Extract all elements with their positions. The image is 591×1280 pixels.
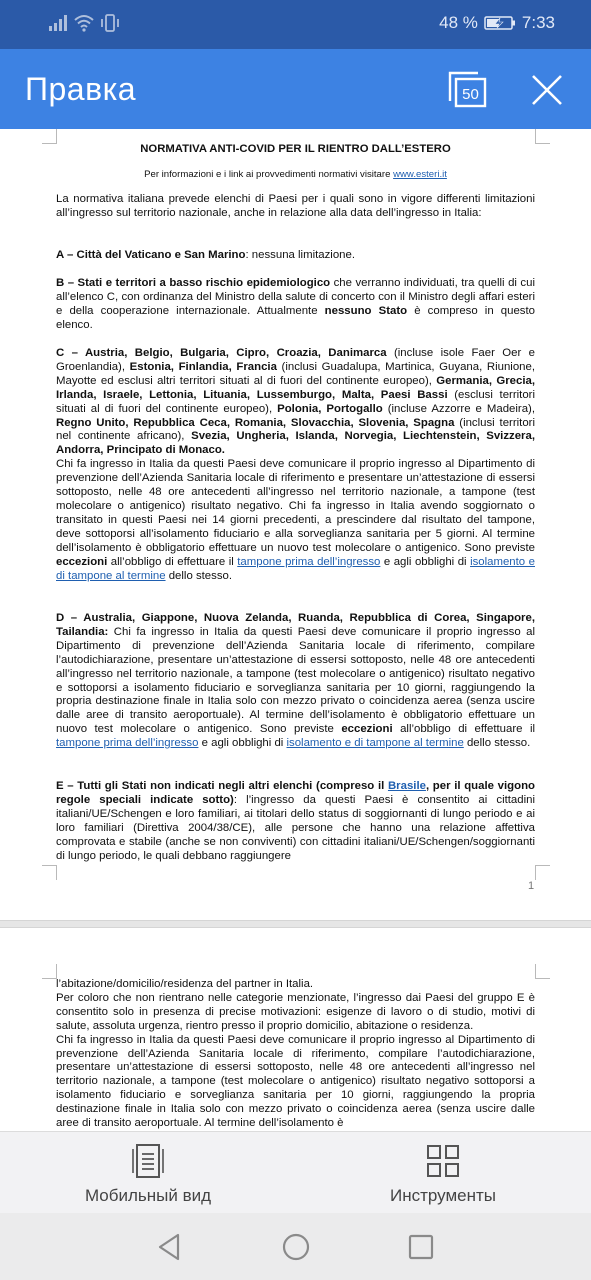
page2-paragraph: Per coloro che non rientrano nelle categorie menzionate, l’ingresso dai Paesi del gruppo E è consentito solo in presenza di precise motivazioni: esigenze di lavoro o di studio, motivi di salute, assoluta urgenza, rientro presso il proprio domicilio, abitazione o residenza. [56,991,535,1032]
section-c-text: (esclusi territori situati al di fuori del continente europeo), [56,388,535,415]
page2-paragraph: Chi fa ingresso in Italia da questi Paesi deve comunicare il proprio ingresso al Dipartimento di prevenzione dell’Azienda Sanitaria locale di riferimento, compilare l’autodichiarazione, presentare un’attestazione di essersi sottoposto, nelle 48 ore antecedenti all’ingresso nel territorio nazionale, a tampone (test molecolare o antigenico) risultato negativo sottoporsi a isolamento fiduciario e sorveglianza sanitaria per 10 giorni, raggiungendo la propria destinazione finale in Italia solo con mezzo privato o coincidenza aerea (senza uscire dalle aree di transito aeroportuale. Al termine dell’isolamento è [56,1033,535,1130]
section-c-countries: Germania, Grecia, Irlanda, Israele, Lettonia, Lituania, Lussemburgo, Malta, Paesi Bassi [56,374,535,401]
brasile-link[interactable]: Brasile [387,780,426,792]
section-d-body: e agli obblighi di [198,737,287,750]
section-d-body: Chi fa ingresso in Italia da questi Paesi deve comunicare il proprio ingresso al Dipartimento di prevenzione dell’Azienda Sanitaria locale di riferimento, compilare l’autodichiarazione, presentare un’attestazione di essersi sottoposto, nelle 48 ore antecedenti all’ingresso nel territorio nazionale, a tampone (test molecolare o antigenico) risultato negativo e sottoporsi a isolamento fiduciario e sorveglianza sanitaria per 10 giorni, raggiungendo la propria destinazione finale in Italia solo con mezzo privato o coincidenza aerea (senza uscire dalle aree di transito aeroportuale). Al termine dell’isolamento è obbligatorio effettuare un nuovo test molecolare o antigenico. Sono previste [56,625,535,736]
tools-label: Инструменты [389,1186,496,1205]
section-c-text: all’obbligo di effettuare il [107,555,238,568]
section-e-head: , per il quale vigono regole speciali indicate sotto) [56,780,535,806]
section-c-text: e agli obblighi di [380,555,471,568]
battery-percent: 48 % [439,13,478,32]
page2-line: l’abitazione/domicilio/residenza del partner in Italia. [56,978,314,990]
back-icon [152,1230,186,1264]
section-e-body: : l’ingresso da questi Paesi è consentito ai cittadini italiani/UE/Schengen e loro familiari, ai titolari dello status di soggiornanti di lungo periodo e ai loro familiari (Direttiva 2004/38/CE), alle persone che hanno una relazione affettiva comprovata e stabile (anche se non conviventi) con cittadini italiani/UE/Schengen/soggiornanti di lungo periodo, le quali debbano raggiungere [56,793,535,862]
crop-mark [42,865,57,880]
close-button[interactable] [529,72,565,108]
section-d-head: D – Australia, Giappone, Nuova Zelanda, Ruanda, Repubblica di Corea, Singapore, Tailandia: [56,612,535,638]
document-icon [132,1144,164,1178]
section-e-head: E – Tutti gli Stati non indicati negli altri elenchi (compreso il [56,780,388,792]
pages-button[interactable] [448,71,488,109]
tampone-link[interactable]: tampone prima dell’ingresso [237,555,381,568]
section-c-countries: Polonia, Portogallo [277,402,383,415]
section-c-countries: C – Austria, Belgio, Bulgaria, Cipro, Croazia, Danimarca [56,347,387,359]
section-a-head: A – Città del Vaticano e San Marino [56,249,246,261]
app-bar [0,49,591,129]
vibrate-icon [100,14,120,32]
crop-mark [535,129,550,144]
section-c-text: (incluse Azzorre e Madeira), [382,402,535,415]
isolamento-link[interactable]: isolamento e di tampone al termine [56,555,535,582]
section-c-countries: Estonia, Finlandia, Francia [129,360,277,373]
document-subtitle [0,169,591,180]
section-c-exceptions: eccezioni [56,555,108,568]
section-c-text: (inclusi Guadalupa, Martinica, Guyana, Riunione, Mayotte ed esclusi altri territori situati al di fuori del continente europeo), [56,360,535,387]
intro-paragraph: La normativa italiana prevede elenchi di Paesi per i quali sono in vigore differenti limitazioni all’ingresso sul territorio nazionale, anche in relazione alla data dell’ingresso in Italia: [56,193,535,219]
section-b-body: che verranno individuati, tra quelli di cui all’elenco C, con ordinanza del Ministro della salute di concerto con il Ministro degli affari esteri e della cooperazione internazionale. Attualmente [56,277,535,317]
section-b-bold: nessuno Stato [324,304,408,317]
grid-icon [427,1145,459,1177]
clock: 7:33 [521,13,555,32]
page-number: 1 [528,880,535,892]
crop-mark [535,865,550,880]
subtitle-text: Per informazioni e i link ai provvedimenti normativi visitare [144,169,394,180]
section-a-body: : nessuna limitazione. [245,249,356,261]
mobile-view-label: Мобильный вид [84,1186,212,1205]
status-right [439,13,555,33]
status-bar [0,0,591,49]
section-c [56,347,535,583]
signal-icon [48,14,68,32]
section-e [56,780,535,863]
section-c-text: Chi fa ingresso in Italia da questi Paesi deve comunicare il proprio ingresso al Dipartimento di prevenzione dell’Azienda Sanitaria locale di riferimento e presentare un’attestazione di essersi sottoposto, nelle 48 ore antecedenti all’ingresso nel territorio nazionale, a tampone (test molecolare o antigenico) risultato negativo. Chi fa ingresso in Italia avendo soggiornato o transitato in questi Paesi nei 14 giorni precedenti, a prescindere dal risultato del tampone, deve sottoporsi all’isolamento fiduciario e alla sorveglianza sanitaria per 5 giorni. Al termine dell’isolamento è obbligatorio effettuare un nuovo test molecolare o antigenico. Sono previste [56,458,535,554]
document-viewer[interactable] [0,129,591,1131]
section-d [56,612,535,751]
section-a [56,249,535,263]
crop-mark [42,964,57,979]
section-d-body: dello stesso. [463,737,531,750]
page-title: Правка [25,71,137,107]
tampone-link[interactable]: tampone prima dell’ingresso [56,737,199,750]
document-title: NORMATIVA ANTI-COVID PER IL RIENTRO DALL’ESTERO [140,143,451,155]
back-button[interactable] [152,1230,186,1264]
pages-icon [448,71,488,109]
section-c-countries: Svezia, Ungheria, Islanda, Norvegia, Liechtenstein, Svizzera, Andorra, Principato di Monaco. [56,430,535,457]
recents-icon [404,1230,438,1264]
section-d-exceptions: eccezioni [341,723,393,736]
section-c-text: (incluse isole Faer Oer e Groenlandia), [56,347,536,373]
crop-mark [42,129,57,144]
section-b [56,277,535,333]
page2-text [56,978,535,1131]
wifi-icon [74,14,94,32]
crop-mark [535,964,550,979]
close-icon [529,72,565,108]
home-icon [279,1230,313,1264]
section-b-body-end: è compreso in questo elenco. [56,304,535,331]
section-d-body: all’obbligo di effettuare il [392,723,536,736]
system-nav-bar [0,1213,591,1280]
tools-button[interactable] [370,1132,516,1214]
esteri-link[interactable]: www.esteri.it [393,169,447,180]
section-c-countries: Regno Unito, Repubblica Ceca, Romania, Slovacchia, Slovenia, Spagna [56,416,455,429]
section-c-text: (inclusi territori nel continente africano), [56,416,535,443]
home-button[interactable] [279,1230,313,1264]
battery-charging-icon [484,15,516,31]
pages-count: 50 [462,86,479,103]
status-icons-left [48,14,120,32]
isolamento-link[interactable]: isolamento e di tampone al termine [286,737,464,750]
section-b-head: B – Stati e territori a basso rischio epidemiologico [56,277,331,289]
section-c-text: dello stesso. [165,569,233,582]
bottom-toolbar [0,1131,591,1214]
mobile-view-button[interactable] [60,1132,236,1214]
recents-button[interactable] [404,1230,438,1264]
page-separator [0,920,591,928]
